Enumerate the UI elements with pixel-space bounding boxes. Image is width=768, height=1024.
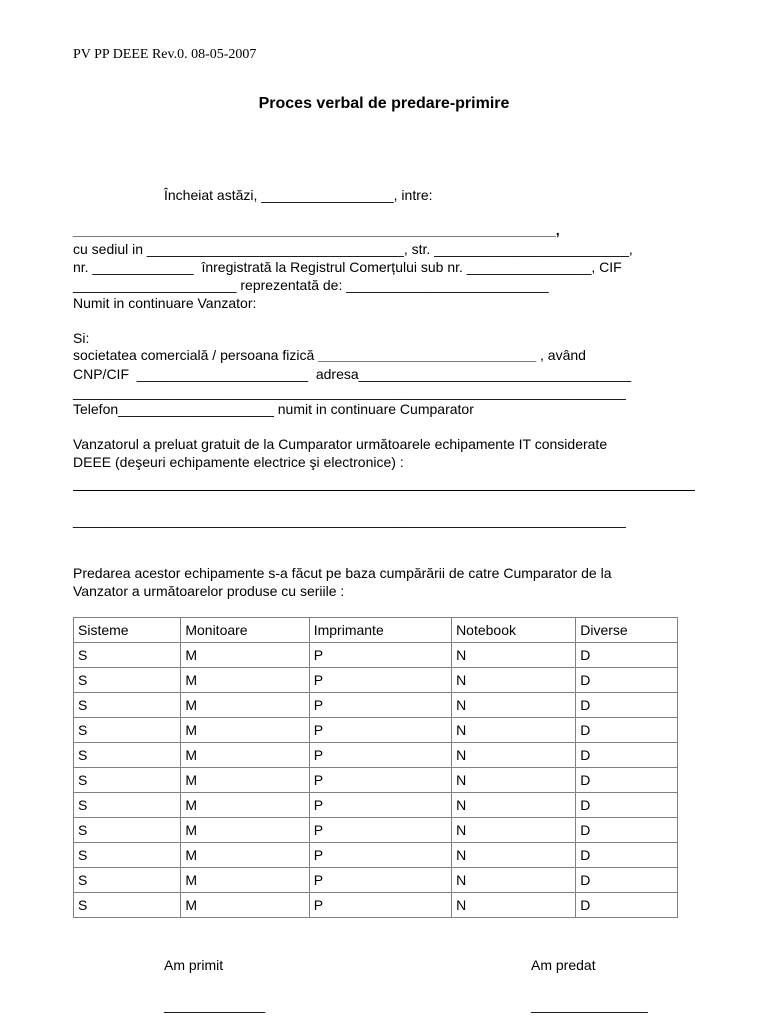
table-row	[74, 868, 678, 893]
table-cell: D	[576, 843, 678, 868]
table-cell: D	[576, 793, 678, 818]
serials-table	[73, 617, 678, 918]
table-row	[74, 818, 678, 843]
buyer-entity-suffix: , având	[536, 347, 586, 363]
table-cell: D	[576, 768, 678, 793]
handover-paragraph-line-1: Predarea acestor echipamente s-a făcut pe baza cumpărării de catre Cumparator de la	[73, 565, 612, 581]
table-cell: P	[309, 743, 451, 768]
table-cell: S	[74, 668, 181, 693]
table-cell: D	[576, 743, 678, 768]
table-cell: S	[74, 743, 181, 768]
table-cell: M	[181, 818, 309, 843]
table-cell: D	[576, 868, 678, 893]
table-row	[74, 643, 678, 668]
received-label: Am primit	[164, 957, 224, 973]
delivered-signature-line: _______________	[531, 997, 648, 1013]
buyer-cnp-line: CNP/CIF ______________________ adresa___________________________________	[73, 366, 632, 382]
table-cell: P	[309, 893, 451, 918]
table-cell: D	[576, 693, 678, 718]
table-cell: P	[309, 868, 451, 893]
intro-line: Încheiat astăzi, _________________, intre:	[164, 187, 433, 203]
vendor-name-line: ______________________________________________________________,	[73, 222, 560, 238]
table-cell: N	[452, 643, 576, 668]
buyer-entity-line	[73, 347, 586, 364]
table-cell: M	[181, 793, 309, 818]
equipment-paragraph-line-2: DEEE (deşeuri echipamente electrice şi electronice) :	[73, 454, 404, 470]
table-header-cell: Imprimante	[309, 618, 451, 643]
table-cell: S	[74, 793, 181, 818]
table-cell: P	[309, 843, 451, 868]
table-cell: M	[181, 843, 309, 868]
table-row	[74, 743, 678, 768]
table-cell: N	[452, 893, 576, 918]
table-cell: P	[309, 768, 451, 793]
table-cell: P	[309, 693, 451, 718]
table-cell: P	[309, 818, 451, 843]
table-row	[74, 843, 678, 868]
table-cell: S	[74, 768, 181, 793]
table-cell: D	[576, 893, 678, 918]
table-cell: S	[74, 693, 181, 718]
handover-paragraph-line-2: Vanzator a următoarelor produse cu seriile :	[73, 583, 345, 599]
table-cell: N	[452, 868, 576, 893]
table-cell: N	[452, 818, 576, 843]
document-reference: PV PP DEEE Rev.0. 08-05-2007	[73, 47, 257, 62]
table-header-cell: Diverse	[576, 618, 678, 643]
table-cell: S	[74, 643, 181, 668]
equipment-paragraph-line-1: Vanzatorul a preluat gratuit de la Cumparator următoarele echipamente IT considerate	[73, 436, 608, 452]
vendor-designation: Numit in continuare Vanzator:	[73, 295, 257, 311]
table-cell: P	[309, 643, 451, 668]
table-header-cell: Monitoare	[181, 618, 309, 643]
document-title: Proces verbal de predare-primire	[258, 95, 510, 112]
table-cell: M	[181, 768, 309, 793]
vendor-representative-line: _____________________ reprezentată de: __________________________	[73, 277, 549, 293]
table-row	[74, 893, 678, 918]
table-cell: N	[452, 793, 576, 818]
and-label: Si:	[73, 330, 90, 346]
table-cell: N	[452, 743, 576, 768]
table-cell: D	[576, 668, 678, 693]
buyer-entity-blank: ____________________________	[318, 347, 537, 363]
table-cell: N	[452, 843, 576, 868]
table-cell: M	[181, 718, 309, 743]
table-cell: P	[309, 668, 451, 693]
table-cell: D	[576, 643, 678, 668]
equipment-blank-line-1	[73, 490, 695, 491]
table-cell: S	[74, 843, 181, 868]
table-cell: N	[452, 718, 576, 743]
table-cell: S	[74, 818, 181, 843]
buyer-phone-line: Telefon____________________ numit in continuare Cumparator	[73, 401, 474, 417]
table-cell: N	[452, 768, 576, 793]
table-cell: D	[576, 718, 678, 743]
table-cell: P	[309, 718, 451, 743]
table-cell: M	[181, 643, 309, 668]
vendor-registry-line: nr. _____________ înregistrată la Registrul Comerțului sub nr. ________________, CIF	[73, 259, 622, 275]
table-cell: D	[576, 818, 678, 843]
table-row	[74, 693, 678, 718]
table-header-cell: Sisteme	[74, 618, 181, 643]
table-header-cell: Notebook	[452, 618, 576, 643]
delivered-label: Am predat	[531, 957, 596, 973]
table-cell: M	[181, 668, 309, 693]
table-cell: P	[309, 793, 451, 818]
table-cell: M	[181, 693, 309, 718]
table-cell: S	[74, 718, 181, 743]
table-cell: N	[452, 668, 576, 693]
vendor-address-line: cu sediul in _________________________________, str. _________________________,	[73, 241, 633, 257]
table-cell: M	[181, 893, 309, 918]
table-row	[74, 718, 678, 743]
table-header-row	[74, 618, 678, 643]
table-cell: S	[74, 893, 181, 918]
equipment-blank-line-2: _______________________________________________________________________	[73, 512, 626, 528]
table-row	[74, 793, 678, 818]
received-signature-line: _____________	[164, 997, 266, 1013]
buyer-address-line: _______________________________________________________________________	[73, 384, 626, 400]
table-row	[74, 668, 678, 693]
table-cell: S	[74, 868, 181, 893]
table-cell: M	[181, 868, 309, 893]
buyer-entity-prefix: societatea comercială / persoana fizică	[73, 347, 319, 363]
table-cell: M	[181, 743, 309, 768]
table-row	[74, 768, 678, 793]
table-cell: N	[452, 693, 576, 718]
